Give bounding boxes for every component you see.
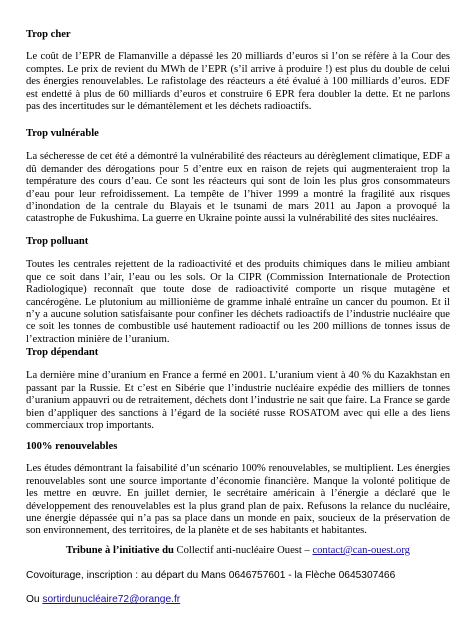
section-trop-cher [26,29,450,113]
section-trop-vulnerable [26,128,450,226]
section-paragraph: Les études démontrant la faisabilité d’un scénario 100% renouvelables, se multiplient. Les énergies renouvelables sont une source importante d’économie financière. Manque la volonté politique de les mettre en œuvre. En juillet dernier, le secrétaire américain à l’énergie a déclaré que le développement des renouvelables est la plus grand plan de paix. Refusons la relance du nucléaire, une énergie dépassée qui n’a pas sa place dans un monde en paix, soucieux de la préservation de son environnement, des territoires, de la planète et de ses habitants et habitantes. [26,463,450,537]
covoiturage-line: Covoiturage, inscription : au départ du Mans 0646757601 - la Flèche 0645307466 [26,570,396,581]
section-heading: Trop dépendant [26,347,99,358]
section-heading: 100% renouvelables [26,441,118,452]
sortir-du-nucleaire-email-link[interactable]: sortirdunucléaire72@orange.fr [42,594,181,605]
section-heading: Trop polluant [26,236,89,247]
tribune-collectif: Collectif anti-nucléaire Ouest – [173,545,313,556]
section-heading: Trop cher [26,29,71,40]
tribune-initiative: Tribune à l’initiative du [66,545,174,556]
section-paragraph: La sécheresse de cet été a démontré la vulnérabilité des réacteurs au dérèglement climatique, EDF a dû demander des dérogations pour 5 d’entre eux en raison de rejets qui augmenteraient trop la température des cours d’eau. Ce sont les réacteurs qui sont de loin les plus gros consommateurs d’eau pour leur refroidissement. La tempête de l’hiver 1999 a montré la fragilité aux risques d’inondation de la centrale du Blayais et le tsunami de mars 2011 au Japon a provoqué la catastrophe de Fukushima. La guerre en Ukraine pointe aussi la vulnérabilité des sites nucléaires. [26,151,450,225]
tribune-line [26,545,450,557]
contact-email-link[interactable]: contact@can-ouest.org [312,545,410,556]
section-heading: Trop vulnérable [26,128,99,139]
section-trop-dependant [26,347,450,432]
section-100-renouvelables [26,441,450,538]
ou-label: Ou [26,594,43,605]
alternate-contact-line [26,594,450,606]
section-paragraph: La dernière mine d’uranium en France a fermé en 2001. L’uranium vient à 40 % du Kazakhstan en passant par la Russie. Et c’est en Sibérie que l’industrie nucléaire expédie des milliers de tonnes d’uranium appauvri ou de retraitement, déchets dont l’industrie ne sait que faire. La France se garde bien d’appliquer des sanctions à l’égard de la société russe ROSATOM avec qui elle a des liens commerciaux trop importants. [26,370,450,432]
section-trop-polluant [26,236,450,346]
section-paragraph: Le coût de l’EPR de Flamanville a dépassé les 20 milliards d’euros si l’on se réfère à la Cour des comptes. Le prix de revient du MWh de l’EPR (s’il arrive à produire !) est plus du double de celui des énergies renouvelables. Le rafistolage des réacteurs a été évalué à 100 milliards d’euros. EDF est endetté à plus de 60 milliards d’euros et construire 6 EPR fera doubler la dette. Et ne parlons pas des incertitudes sur le démantèlement et les déchets radioactifs. [26,51,450,113]
section-paragraph: Toutes les centrales rejettent de la radioactivité et des produits chimiques dans le milieu ambiant que ce soit dans l’air, l’eau ou les sols. Or la CIPR (Commission Internationale de Protection Radiologique) reconnaît que toute dose de radioactivité comporte un risque mutagène et cancérogène. Le plutonium au millionième de gramme inhalé entraîne un cancer du poumon. Et il n’y a aucune solution satisfaisante pour confiner les déchets radioactifs de l’industrie nucléaire que ce soit les tonnes de combustible usé hautement radioactif ou les 200 millions de tonnes issus de l’extraction minière de l’uranium. [26,259,450,345]
